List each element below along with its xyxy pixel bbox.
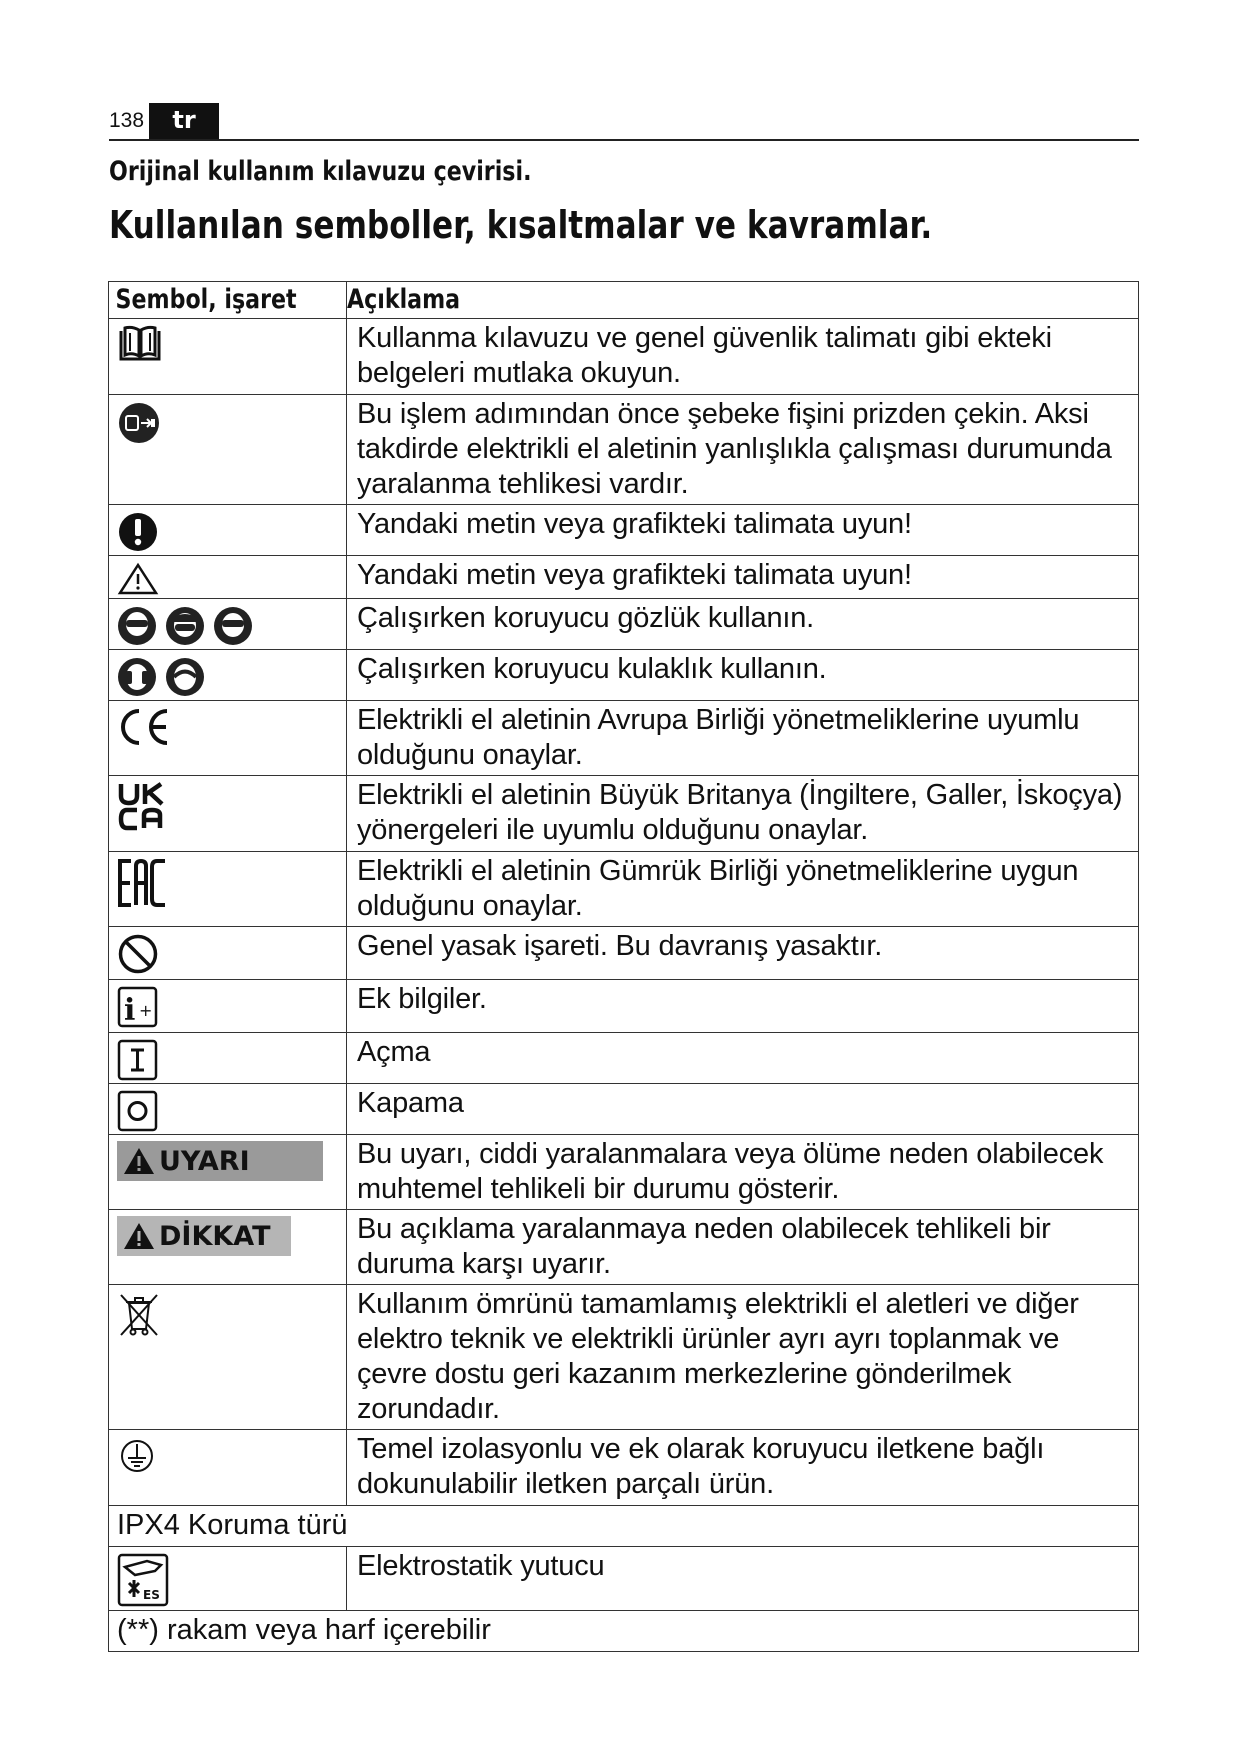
table-row [109,1430,1139,1506]
table-row [109,1033,1139,1084]
table-row [109,599,1139,650]
caution-badge [117,1216,291,1256]
warning-badge [117,1141,323,1181]
manual-book-icon [117,325,163,363]
row-description: Yandaki metin veya grafikteki talimata uyun! [347,556,1139,599]
table-row [109,1135,1139,1210]
ukca-mark-icon [117,782,167,832]
table-row [109,776,1139,852]
document-subtitle: Orijinal kullanım kılavuzu çevirisi. [109,156,532,187]
warning-triangle-icon [117,562,159,596]
weee-bin-icon [117,1291,161,1337]
eye-protection-icon [117,605,257,647]
table-row [109,980,1139,1033]
table-header-row [109,282,1139,319]
table-row [109,1285,1139,1430]
table-row [109,556,1139,599]
table-row [109,701,1139,776]
row-description: Bu işlem adımından önce şebeke fişini prizden çekin. Aksi takdirde elektrikli el aletinin yanlışlıkla çalışması durumunda yaralanma tehlikesi vardır. [347,395,1139,505]
row-description: Elektrikli el aletinin Gümrük Birliği yönetmeliklerine uygun olduğunu onaylar. [347,852,1139,927]
row-description: Elektrikli el aletinin Avrupa Birliği yönetmeliklerine uyumlu olduğunu onaylar. [347,701,1139,776]
row-description: Kullanım ömrünü tamamlamış elektrikli el aletleri ve diğer elektro teknik ve elektrikli ürünler ayrı ayrı toplanmak ve çevre dostu geri kazanım merkezlerine gönderilmek zorundadır. [347,1285,1139,1430]
ce-mark-icon [117,707,173,747]
table-row [109,395,1139,505]
table-row [109,1547,1139,1611]
esd-absorber-icon [117,1553,173,1607]
prohibition-icon [117,933,159,975]
eac-mark-icon [117,858,171,908]
row-description: Bu uyarı, ciddi yaralanmalara veya ölüme neden olabilecek muhtemel tehlikeli bir durumu gösterir. [347,1135,1139,1210]
table-row [109,852,1139,927]
symbols-table [108,281,1139,1652]
unplug-icon [117,401,161,445]
row-description: Elektrikli el aletinin Büyük Britanya (İngiltere, Galler, İskoçya) yönergeleri ile uyumlu olduğunu onaylar. [347,776,1139,852]
svg-text:i: i [124,993,136,1028]
row-description: Ek bilgiler. [347,980,1139,1033]
table-row [109,1611,1139,1652]
page-header [109,103,1139,141]
language-tab: tr [149,103,219,139]
caution-badge-label: DİKKAT [159,1220,271,1252]
power-off-icon [117,1090,159,1132]
page-number: 138 [109,109,145,132]
header-symbol: Sembol, işaret [109,282,347,319]
row-description: Kullanma kılavuzu ve genel güvenlik talimatı gibi ekteki belgeleri mutlaka okuyun. [347,319,1139,395]
table-row [109,1084,1139,1135]
row-description: Bu açıklama yaralanmaya neden olabilecek tehlikeli bir duruma karşı uyarır. [347,1210,1139,1285]
row-description: Kapama [347,1084,1139,1135]
row-description: Çalışırken koruyucu gözlük kullanın. [347,599,1139,650]
row-description: Açma [347,1033,1139,1084]
info-plus-icon [117,986,159,1028]
svg-text:ES: ES [143,1588,160,1602]
table-row [109,1210,1139,1285]
row-description: Genel yasak işareti. Bu davranış yasaktır. [347,927,1139,980]
footnote-row: (**) rakam veya harf içerebilir [109,1611,1139,1652]
row-description: Çalışırken koruyucu kulaklık kullanın. [347,650,1139,701]
row-description: Temel izolasyonlu ve ek olarak koruyucu iletkene bağlı dokunulabilir iletken parçalı ürün. [347,1430,1139,1506]
ipx4-row: IPX4 Koruma türü [109,1506,1139,1547]
header-description: Açıklama [347,282,1139,319]
section-title: Kullanılan semboller, kısaltmalar ve kavramlar. [109,203,933,247]
svg-text:+: + [139,1001,153,1020]
table-row [109,319,1139,395]
warning-triangle-icon [123,1147,155,1175]
ear-protection-icon [117,656,209,698]
exclamation-circle-icon [117,511,159,553]
row-description: Yandaki metin veya grafikteki talimata uyun! [347,505,1139,556]
table-row [109,650,1139,701]
row-description: Elektrostatik yutucu [347,1547,1139,1611]
table-row [109,505,1139,556]
table-row [109,1506,1139,1547]
power-on-icon [117,1039,159,1081]
warning-triangle-icon [123,1222,155,1250]
table-row [109,927,1139,980]
protective-earth-icon [117,1436,157,1476]
warning-badge-label: UYARI [159,1145,250,1177]
